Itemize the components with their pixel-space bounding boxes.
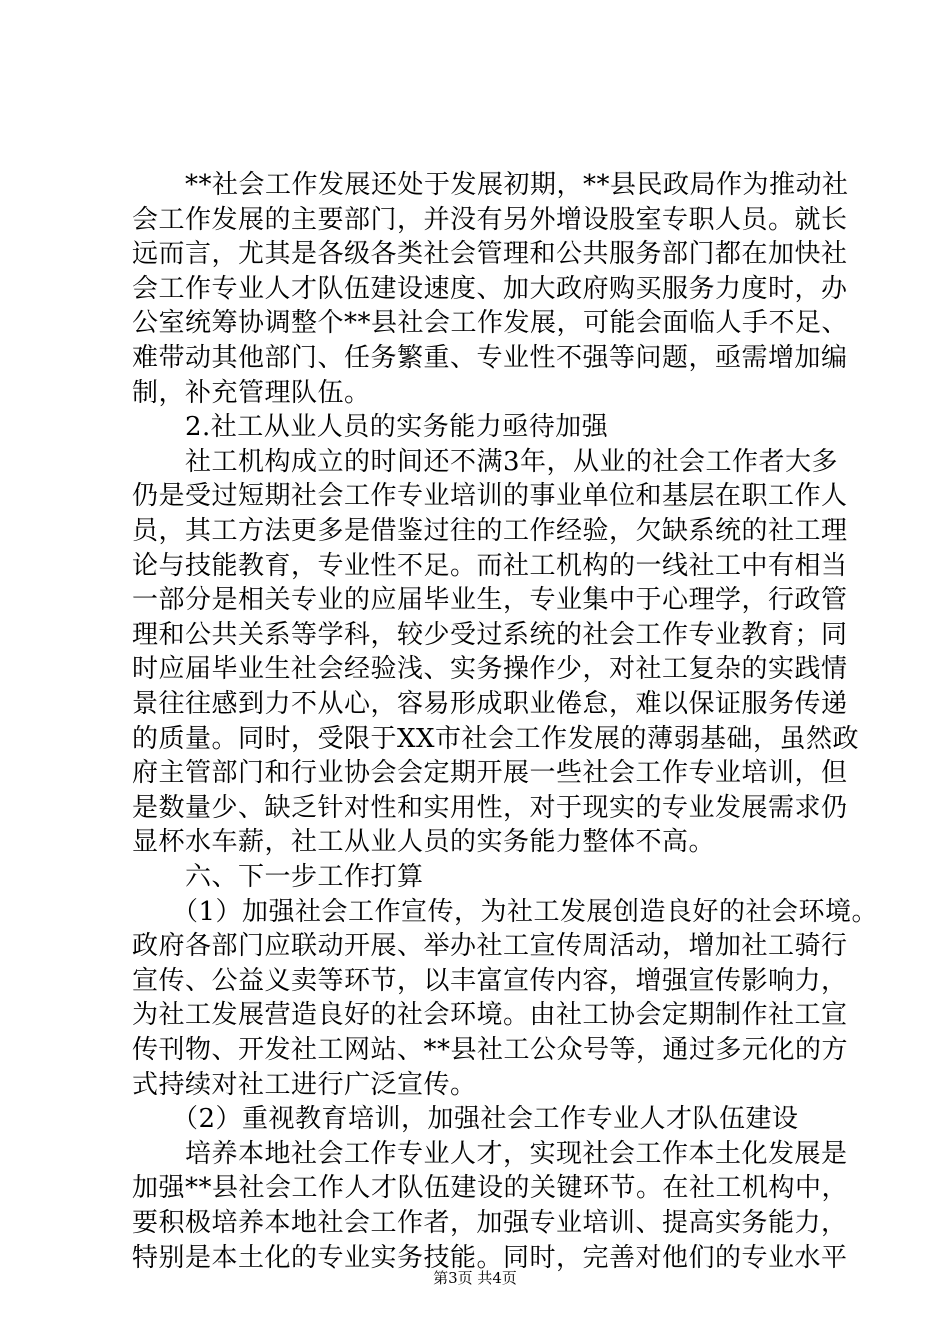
- text-line: 要积极培养本地社会工作者，加强专业培训、提高实务能力，: [132, 1208, 848, 1238]
- text-line: 时应届毕业生社会经验浅、实务操作少，对社工复杂的实践情: [132, 654, 848, 685]
- text-line: （2）重视教育培训，加强社会工作专业人才队伍建设: [132, 1104, 799, 1135]
- text-line: 会工作发展的主要部门，并没有另外增设股室专职人员。就长: [132, 204, 848, 235]
- page-footer: 第3页 共4页: [433, 1269, 517, 1287]
- text-line: 论与技能教育，专业性不足。而社工机构的一线社工中有相当: [132, 550, 848, 581]
- text-line: 是数量少、缺乏针对性和实用性，对于现实的专业发展需求仍: [132, 792, 848, 823]
- text-line: 仍是受过短期社会工作专业培训的事业单位和基层在职工作人: [132, 481, 848, 512]
- text-line: 理和公共关系等学科，较少受过系统的社会工作专业教育；同: [132, 619, 848, 650]
- text-line: 培养本地社会工作专业人才，实现社会工作本土化发展是: [132, 1138, 848, 1169]
- text-line: 一部分是相关专业的应届毕业生，专业集中于心理学，行政管: [132, 585, 848, 616]
- text-line: 加强**县社会工作人才队伍建设的关键环节。在社工机构中，: [132, 1173, 849, 1204]
- text-line: 特别是本土化的专业实务技能。同时，完善对他们的专业水平: [132, 1242, 848, 1273]
- text-line: **社会工作发展还处于发展初期，**县民政局作为推动社: [132, 170, 849, 200]
- text-line: 制，补充管理队伍。: [132, 377, 371, 408]
- text-line: 六、下一步工作打算: [132, 862, 424, 892]
- text-line: 式持续对社工进行广泛宣传。: [132, 1069, 477, 1100]
- text-line: 公室统筹协调整个**县社会工作发展，可能会面临人手不足、: [132, 308, 849, 339]
- text-line: 的质量。同时，受限于XX市社会工作发展的薄弱基础，虽然政: [132, 723, 860, 754]
- text-line: 景往往感到力不从心，容易形成职业倦怠，难以保证服务传递: [132, 689, 848, 719]
- text-line: （1）加强社会工作宣传，为社工发展创造良好的社会环境。: [132, 896, 879, 927]
- text-line: 政府各部门应联动开展、举办社工宣传周活动，增加社工骑行: [132, 931, 848, 962]
- text-line: 为社工发展营造良好的社会环境。由社工协会定期制作社工宣: [132, 1000, 848, 1031]
- text-line: 传刊物、开发社工网站、**县社工公众号等，通过多元化的方: [132, 1035, 849, 1065]
- text-line: 员，其工方法更多是借鉴过往的工作经验，欠缺系统的社工理: [132, 516, 848, 546]
- text-line: 显杯水车薪，社工从业人员的实务能力整体不高。: [132, 827, 716, 858]
- text-line: 宣传、公益义卖等环节，以丰富宣传内容，增强宣传影响力，: [132, 965, 848, 996]
- text-line: 2.社工从业人员的实务能力亟待加强: [132, 412, 609, 443]
- text-line: 难带动其他部门、任务繁重、专业性不强等问题，亟需增加编: [132, 343, 848, 373]
- text-line: 会工作专业人才队伍建设速度、加大政府购买服务力度时，办: [132, 273, 848, 304]
- text-line: 府主管部门和行业协会会定期开展一些社会工作专业培训，但: [132, 758, 848, 789]
- text-line: 社工机构成立的时间还不满3年，从业的社会工作者大多: [132, 446, 839, 477]
- text-line: 远而言，尤其是各级各类社会管理和公共服务部门都在加快社: [132, 239, 848, 270]
